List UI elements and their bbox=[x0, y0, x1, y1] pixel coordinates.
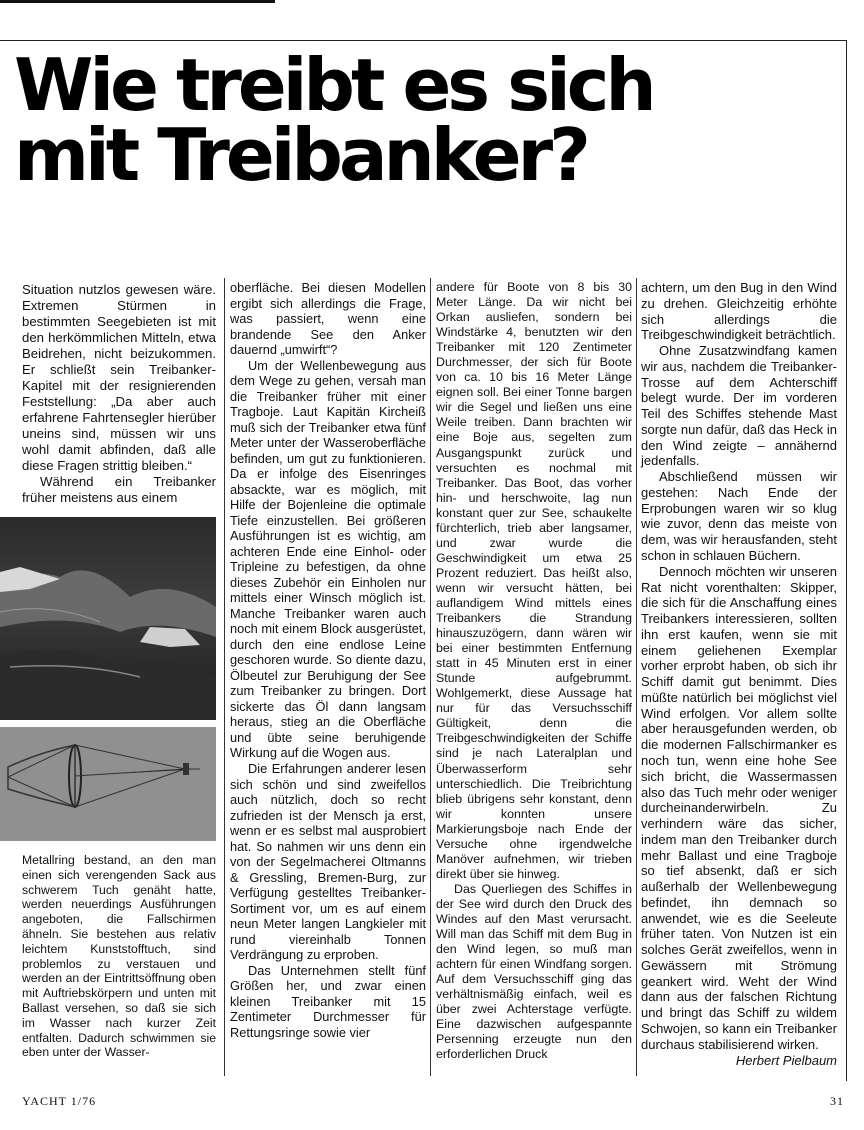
paragraph: Metallring bestand, an den man einen sich verengenden Sack aus schwerem Tuch genäht hatte, werden neuerdings Ausführungen angeboten, die Fallschirmen ähneln. Sie bestehen aus relativ leichtem Kunststofftuch, sind problemlos zu verstauen und werden an der Eintrittsöffnung oben mit Auftriebskörpern und unten mit Ballast versehen, so daß sie sich im Wasser nach kurzer Zeit entfalten. Dadurch schwimmen sie eben unter der Wasser- bbox=[22, 853, 216, 1060]
paragraph bbox=[641, 563, 837, 1068]
paragraph: achtern, um den Bug in den Wind zu drehen. Gleichzeitig erhöhte sich allerdings die Treibgeschwindigkeit beträchtlich. bbox=[641, 280, 837, 343]
paragraph: Situation nutzlos gewesen wäre. Extremen Stürmen in bestimmten Seegebieten ist mit den herkömmlichen Mitteln, etwa Beidrehen, nicht beizukommen. Er schließt sein Treibanker-Kapitel mit der resignierenden Feststellung: „Da aber auch erfahrene Fahrtensegler hierüber uneins sind, müssen wir uns wohl damit abfinden, daß alle diese Fragen strittig bleiben.“ bbox=[22, 282, 216, 473]
paragraph: oberfläche. Bei diesen Modellen ergibt sich allerdings die Frage, was passiert, wenn eine brandende See den Anker dauernd „umwirft“? bbox=[230, 280, 426, 358]
paragraph: andere für Boote von 8 bis 30 Meter Länge. Da wir nicht bei Orkan ausliefen, sondern bei Windstärke 4, benutzten wir den Treibanker mit 120 Zentimeter Durchmesser, der sich für Boote von ca. 10 bis 16 Meter Länge eignen soll. Bei einer Tonne bargen wir die Segel und ließen uns eine Weile treiben. Dann brachten wir eine Boje aus, segelten zum Ausgangspunkt zurück und versuchten es nochmal mit Treibanker. Das Boot, das vorher hin- und herschwoite, lag nun konstant quer zur See, schaukelte fürchterlich, trieb aber langsamer, und zwar wurde die Geschwindigkeit um etwa 25 Prozent reduziert. Das heißt also, wenn wir versucht hätten, bei auflandigem Wind mittels eines Treibankers die Strandung hinauszuzögern, dann wären wir bei einer bestimmten Entfernung statt in 45 Minuten erst in einer Stunde aufgebrummt. Wohlgemerkt, diese Aussage hat nur für das Versuchsschiff Gültigkeit, denn die Treibgeschwindigkeiten der Schiffe sind je nach Lateralplan und Überwasserform sehr unterschiedlich. Die Treibrichtung blieb übrigens sehr konstant, denn wir konnten unsere Markierungsboje nach Ende der Versuche ohne irgendwelche Manöver aufnehmen, wir trieben direkt über sie hinweg. bbox=[436, 280, 632, 881]
sea-anchor-photo bbox=[0, 727, 216, 841]
paragraph: Ohne Zusatzwindfang kamen wir aus, nachdem die Treibanker-Trosse auf dem Achterschiff belegt wurde. Der im vorderen Teil des Schiffes stehende Mast sorgte nun dafür, daß das Heck in den Wind zeigte – annähernd jedenfalls. bbox=[641, 343, 837, 469]
column-4 bbox=[641, 280, 837, 1068]
column-rule bbox=[430, 278, 431, 1076]
storm-sea-photo bbox=[0, 517, 216, 720]
paragraph: Abschließend müssen wir gestehen: Nach Ende der Erprobungen waren wir so klug wie zuvor, denn das meiste von dem, was wir herausfanden, steht schon in schlauen Büchern. bbox=[641, 469, 837, 564]
magazine-issue: YACHT 1/76 bbox=[22, 1094, 97, 1108]
paragraph-text: Dennoch möchten wir unseren Rat nicht vorenthalten: Skipper, die sich für die Anschaffung eines Treibankers interessieren, sollten ihn erst kaufen, wenn sie mit einem geliehenen Exemplar vorher erprobt haben, ob sich ihr Schiff damit gut benimmt. Dies müßte natürlich bei möglichst viel Wind erfolgen. Vor allem sollte aber herausgefunden werden, ob die modernen Fallschirmanker es noch tun, wenn eine hohe See sich bricht, die Wassermassen also das Tuch mehr oder weniger durcheinanderwirbeln. Zu verhindern wäre das sicher, indem man den Treibanker durch mehr Ballast und eine Tragboje so tief absenkt, daß er sich außerhalb der Wellenbewegung befindet, ihn demnach so anwendet, wie es die Seeleute früher taten. Von Nutzen ist ein solches Gerät zweifellos, wenn in Gewässern mit Strömung geankert wird. Weht der Wind dann aus der falschen Richtung und bringt das Schiff zu wildem Schwojen, so kann ein Treibanker durchaus stabilisierend wirken. bbox=[641, 563, 837, 1052]
page-number: 31 bbox=[830, 1094, 844, 1108]
column-1-top bbox=[22, 282, 216, 506]
paragraph: Die Erfahrungen anderer lesen sich schön und sind zweifellos auch nützlich, doch so recht zufrieden ist der Mensch ja erst, wenn er es selbst mal ausprobiert hat. So nahmen wir uns denn ein von der Segelmacherei Oltmanns & Gressling, Bremen-Burg, zur Verfügung gestelltes Treibanker-Sortiment vor, um es auf einem neun Meter langen Langkieler mit rund viereinhalb Tonnen Verdrängung zu erproben. bbox=[230, 760, 426, 963]
top-rule bbox=[0, 0, 275, 3]
column-3 bbox=[436, 280, 632, 1062]
paragraph: Während ein Treibanker früher meistens aus einem bbox=[22, 474, 216, 505]
paragraph: Das Querliegen des Schiffes in der See wird durch den Druck des Windes auf den Mast verursacht. Will man das Schiff mit dem Bug in den Wind legen, so muß man achtern für einen Windfang sorgen. Auf dem Versuchsschiff ging das verhältnismäßig einfach, weil es über zwei Achterstage verfügte. Eine dazwischen aufgespannte Persenning erzeugte nun den erforderlichen Druck bbox=[436, 881, 632, 1062]
headline-line-2: mit Treibanker? bbox=[14, 113, 587, 197]
paragraph: Um der Wellenbewegung aus dem Wege zu gehen, versah man die Treibanker früher mit einer Tragboje. Laut Kapitän Kircheiß muß sich der Treibanker etwa fünf Meter unter der Wasseroberfläche befinden, um gut zu funktionieren. Da er infolge des Eisenringes absackte, war es möglich, mit Hilfe der Bojenleine die optimale Tiefe einzustellen. Bei größeren Ausführungen ist es wichtig, am achteren Ende eine Einhol- oder Tripleine zu befestigen, da ohne dieses Zubehör ein Einholen nur mittels einer Winsch möglich ist. Manche Treibanker waren auch noch mit einem Block ausgerüstet, durch den eine endlose Leine geschoren wurde. So diente dazu, Ölbeutel zur Beruhigung der See zum Treibanker zu bringen. Dort sickerte das Öl dann langsam heraus, stieg an die Oberfläche und übte seine beruhigende Wirkung auf die Wogen aus. bbox=[230, 357, 426, 761]
column-2 bbox=[230, 280, 426, 1040]
column-1-bottom bbox=[22, 853, 216, 1060]
article-headline bbox=[14, 43, 834, 197]
column-rule bbox=[636, 278, 637, 1076]
column-rule bbox=[224, 278, 225, 1076]
author-name: Herbert Pielbaum bbox=[735, 1052, 837, 1068]
paragraph: Das Unternehmen stellt fünf Größen her, und zwar einen kleinen Treibanker mit 15 Zentimeter Durchmesser für Rettungsringe sowie vier bbox=[230, 962, 426, 1040]
headline-line-1: Wie treibt es sich bbox=[14, 43, 653, 127]
